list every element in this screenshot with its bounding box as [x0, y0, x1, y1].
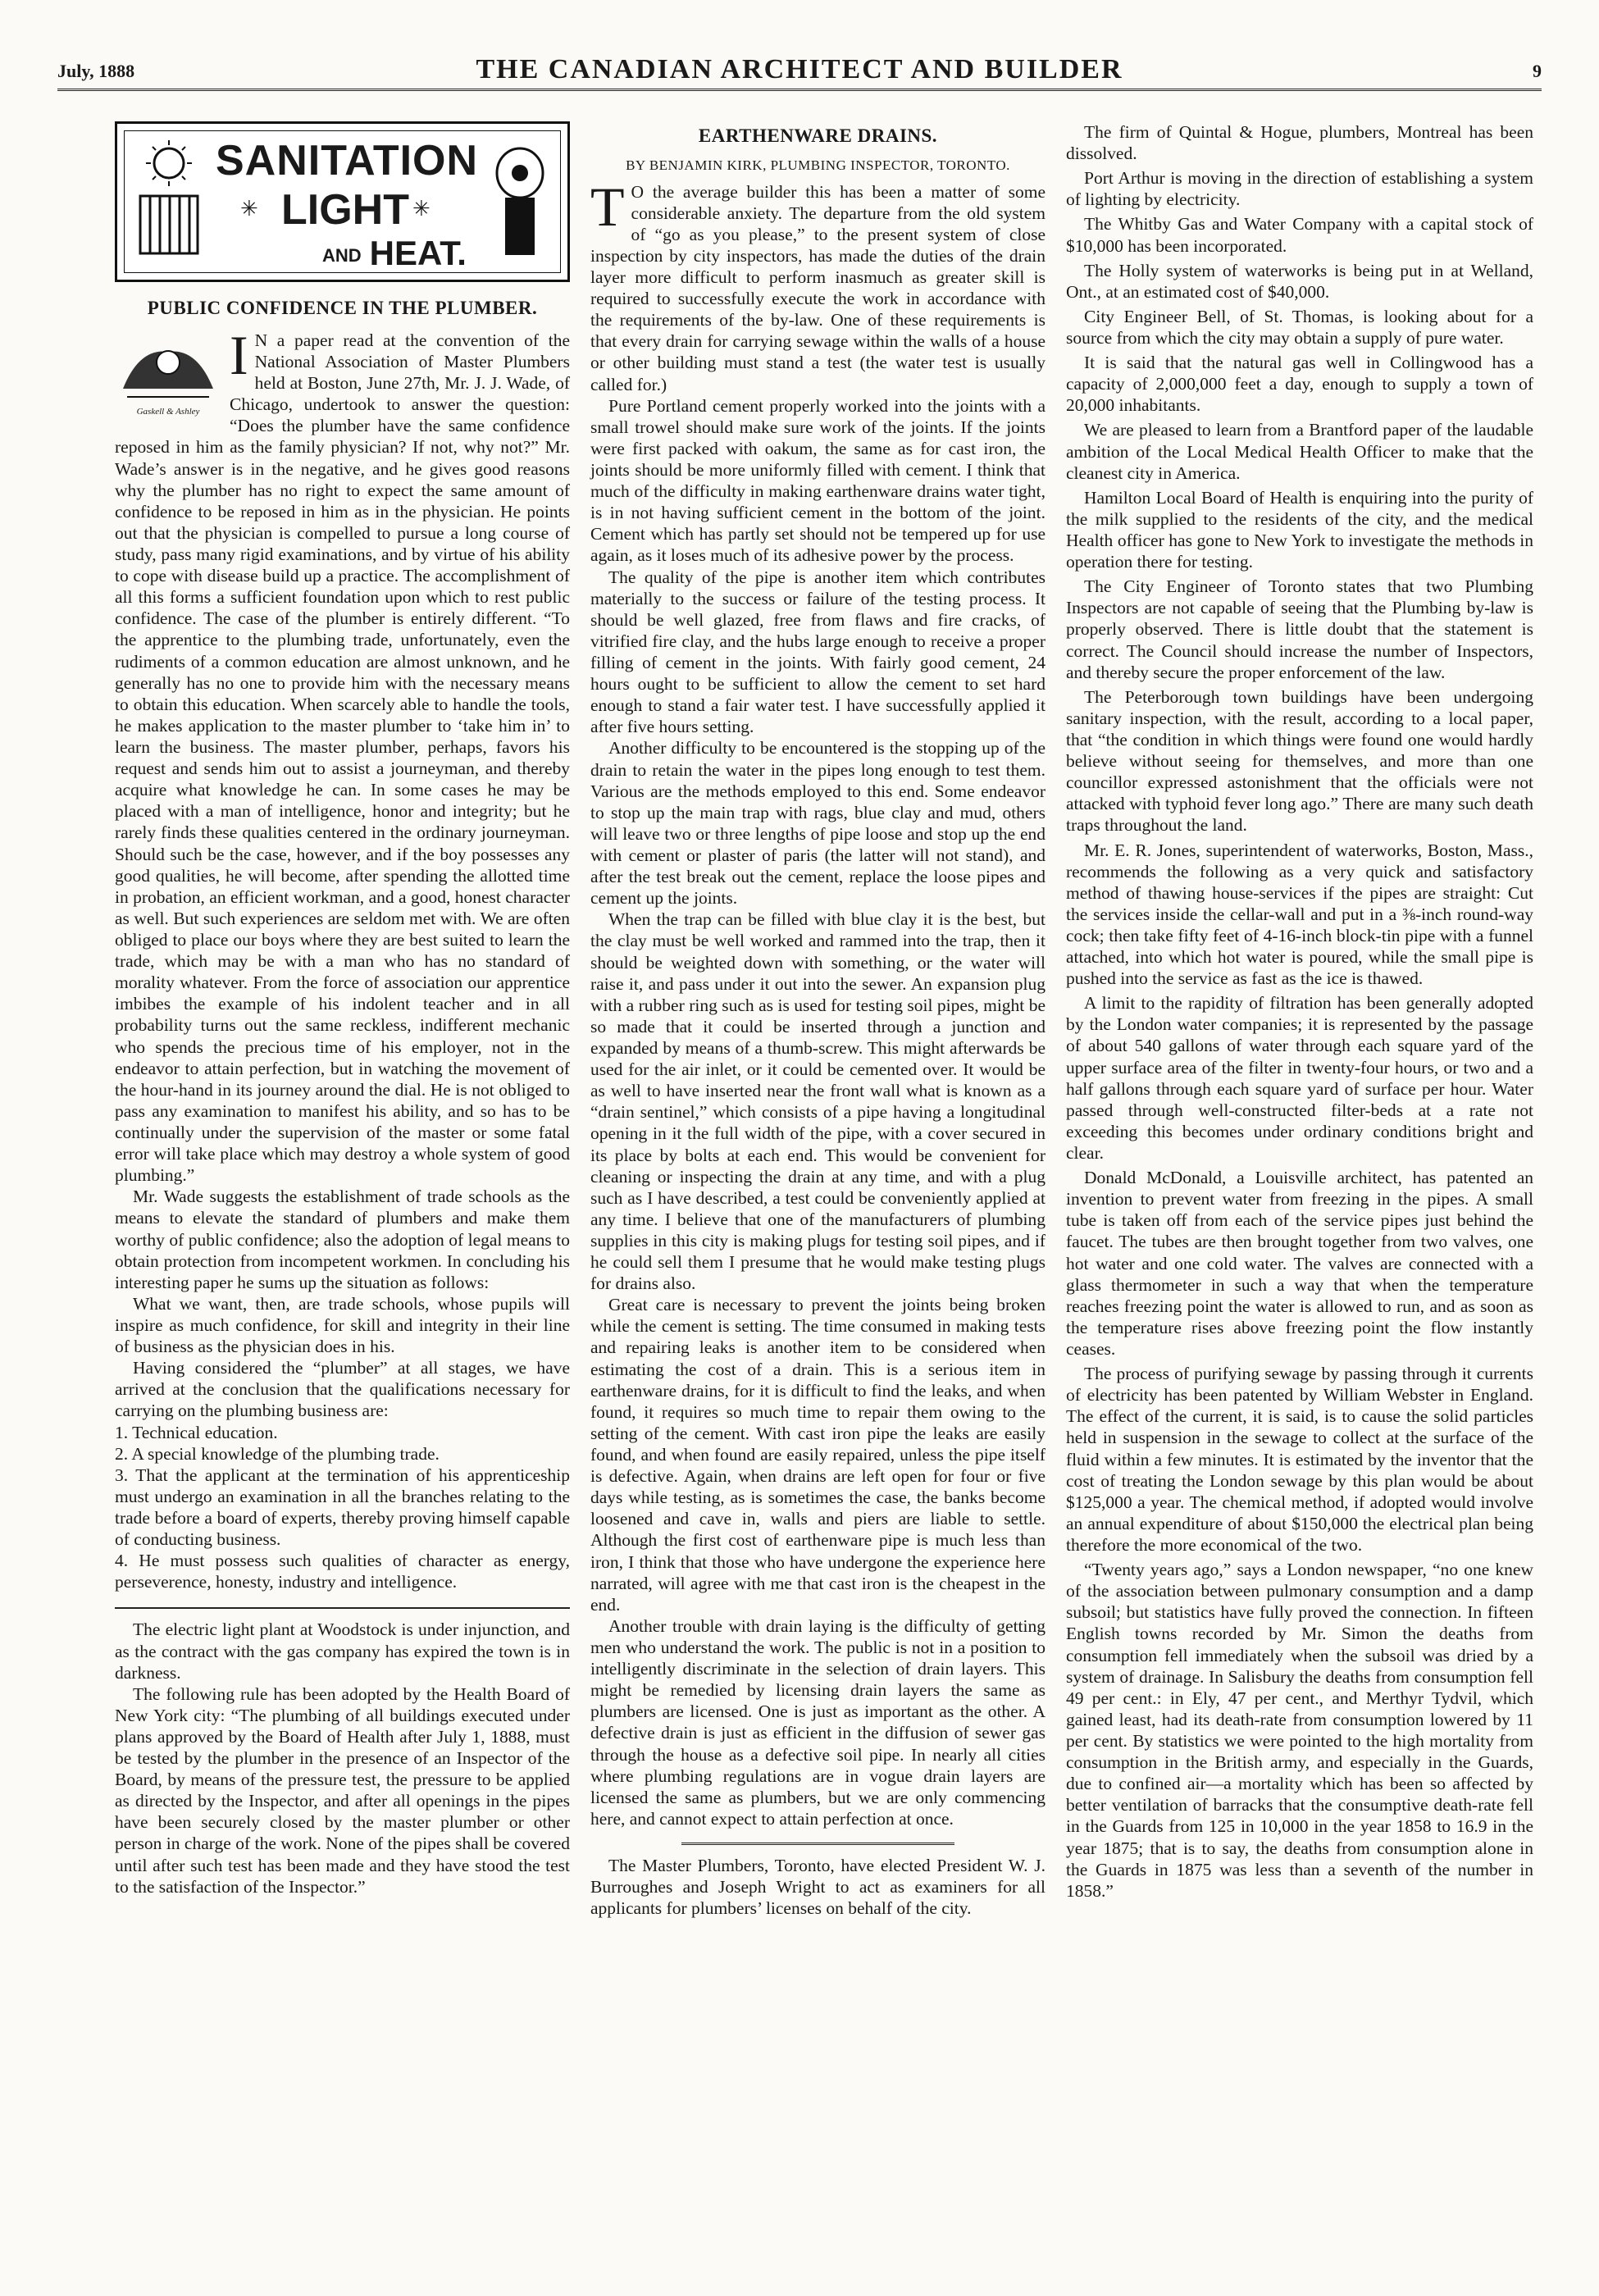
paragraph: The quality of the pipe is another item which contributes materially to the success or failure of the testing process. It should be well glazed, free from flaws and fire cracks, of vitrified fire clay, and the hubs large enough to receive a proper filling of cement in the joints. With fairly good cement, 24 hours ought to be sufficient to allow the cement to set hard enough to stand a fair water test. I have successfully applied it after five hours setting. — [590, 567, 1046, 737]
paragraph: Having considered the “plumber” at all stages, we have arrived at the conclusion that the qualifications necessary for carrying on the plumbing business are: — [115, 1358, 570, 1421]
banner-sanitation: SANITATION — [216, 137, 479, 184]
column-2 — [590, 121, 1046, 1919]
issue-date: July, 1888 — [57, 61, 135, 81]
paragraph: “Twenty years ago,” says a London newspaper, “no one knew of the association between pulmonary consumption and a damp subsoil; but statistics have fully proved the connection. In fifteen English towns recorded by Mr. Simon the deaths from consumption fell immediately when the subsoil was dried by a system of drainage. In Salisbury the deaths from consumption fell 49 per cent.: in Ely, 47 per cent., and Merthyr Tydvil, which gained least, had its death-rate from consumption lowered by 11 per cent. By statistics we were pointed to the high mortality from consumption in the British army, and especially in the Guards, due to confined air—a mortality which has been so affected by better ventilation of barracks that the consumptive death-rate fell in the Guards from 125 in 10,000 in the year 1858 to 16.9 in the year 1875; that is to say, the deaths from consumption alone in the Guards in 1875 was less than a seventh of the number in 1858.” — [1066, 1560, 1533, 1901]
paragraph: Mr. Wade suggests the establishment of trade schools as the means to elevate the standard of plumbers and make them worthy of public confidence; also the adoption of legal means to obtain protection from incompetent workmen. In concluding his interesting paper he sums up the situation as follows: — [115, 1187, 570, 1292]
divider — [115, 1607, 570, 1609]
paragraph: O the average builder this has been a matter of some considerable anxiety. The departure from the old system of “go as you please,” to the present system of close inspection by city inspectors, has made the duties of the drain layer more difficult to perform inasmuch as greater skill is required to successfully execute the work in accordance with the requirements of the by-law. One of these requirements is that every drain for carrying sewage within the walls of a house or other building must stand a test (the water test is usually called for.) — [590, 181, 1046, 394]
running-header — [57, 46, 1542, 91]
paragraph: The Whitby Gas and Water Company with a capital stock of $10,000 has been incorporated. — [1066, 214, 1533, 256]
column-3 — [1066, 121, 1533, 1905]
paragraph: The process of purifying sewage by passing through it currents of electricity has been patented by William Webster in England. The effect of the current, it is said, is to cause the solid particles held in suspension in the sewage to collect at the surface of the fluid within a few minutes. It is estimated by the inventor that the cost of treating the London sewage by this plan would be about $125,000 a year. The chemical method, if adopted would involve an annual expenditure of about $150,000 the electrical plan being therefore the more economical of the two. — [1066, 1364, 1533, 1555]
page-number: 9 — [1533, 61, 1542, 81]
paragraph: A limit to the rapidity of filtration has been generally adopted by the London water companies; it is represented by the passage of about 540 gallons of water through each square yard of the upper surface area of the filter in twenty-four hours, or two and a half gallons through each square yard of surface per hour. Water passed through well-constructed filter-beds at a rate not exceeding this becomes under ordinary conditions bright and clear. — [1066, 993, 1533, 1164]
banner-light: LIGHT — [281, 186, 409, 234]
star-icon: ✳ — [412, 197, 430, 221]
paragraph: Hamilton Local Board of Health is enquiring into the purity of the milk supplied to the residents of the city, and the medical Health officer has gone to New York to investigate the methods in operation there for testing. — [1066, 487, 1533, 572]
boiler-icon — [487, 140, 553, 263]
column-1 — [115, 121, 570, 1897]
paragraph: Port Arthur is moving in the direction of establishing a system of lighting by electricity. — [1066, 168, 1533, 210]
paragraph: City Engineer Bell, of St. Thomas, is looking about for a source from which the city may obtain a supply of pure water. — [1066, 306, 1533, 348]
star-icon: ✳ — [240, 197, 258, 221]
paragraph: The firm of Quintal & Hogue, plumbers, Montreal has been dissolved. — [1066, 122, 1533, 164]
illustration — [115, 331, 221, 420]
paragraph: Donald McDonald, a Louisville architect, has patented an invention to prevent water from freezing in the pipes. A small tube is taken off from each of the service pipes just behind the faucet. The tubes are then brought together from two valves, one hot water and one cold water. The valves are connected with a glass thermometer in such a way that when the temperature reaches freezing point the water is allowed to run, and as soon as the temperature rises above freezing point the flow instantly ceases. — [1066, 1168, 1533, 1360]
illustration-caption: Gaskell & Ashley — [136, 406, 200, 417]
dropcap: T — [590, 175, 625, 238]
paragraph: Great care is necessary to prevent the joints being broken while the cement is setting. The time consumed in making tests and repairing leaks is another item to be considered when estimating the cost of a drain. This is a serious item in earthenware drains, for it is difficult to find the leaks, and when found, it requires so much time to repair them owing to the setting of the cement. With cast iron pipe the leaks are easily found, and when found are easily repaired, unless the pipe itself is defective. Again, when drains are left open for four or five days while testing, as is sometimes the case, the banks become loosened and cave in, walls and piers are liable to settle. Although the first cost of earthenware pipe is much less than iron, I think that those who have undergone the experience here narrated, will agree with me that cast iron is the cheapest in the end. — [590, 1295, 1046, 1615]
paragraph: We are pleased to learn from a Brantford paper of the laudable ambition of the Local Medical Health Officer to make that the cleanest city in America. — [1066, 420, 1533, 483]
paragraph: The following rule has been adopted by the Health Board of New York city: “The plumbing of all buildings executed under plans approved by the Board of Health after July 1, 1888, must be tested by the plumber in the presence of an Inspector of the Board, by means of the pressure test, the pressure to be applied as directed by the Inspector, and after all openings in the pipes have been securely closed by the master plumber or other person in charge of the work. None of the pipes shall be covered until after such test has been made and they have stood the test to the satisfaction of the Inspector.” — [115, 1683, 570, 1897]
article-heading: EARTHENWARE DRAINS. — [698, 125, 938, 146]
paragraph: The Master Plumbers, Toronto, have elected President W. J. Burroughes and Joseph Wright to act as examiners for all applicants for plumbers’ licenses on behalf of the city. — [590, 1856, 1046, 1919]
plumber-figure-icon — [115, 331, 221, 407]
divider — [681, 1843, 954, 1845]
list-item: 3. That the applicant at the termination of his apprenticeship must undergo an examination in all the branches relating to the trade before a board of experts, thereby proving himself capable of conducting business. — [115, 1465, 570, 1550]
banner-and-heat: AND HEAT. — [322, 234, 467, 272]
paragraph: Mr. E. R. Jones, superintendent of waterworks, Boston, Mass., recommends the following as a very quick and satisfactory method of thawing house-services if the pipes are straight: Cut the services inside the cellar-wall and put in a ⅜-inch round-way cock; then take fifty feet of 4-16-inch block-tin pipe with a funnel attached, into which hot water is poured, while the small pipe is pushed into the service as fast as the ice is thawed. — [1066, 840, 1533, 989]
paragraph: It is said that the natural gas well in Collingwood has a capacity of 2,000,000 feet a day, enough to supply a town of 20,000 inhabitants. — [1066, 353, 1533, 416]
paragraph: What we want, then, are trade schools, whose pupils will inspire as much confidence, for skill and integrity in their line of business as the physician does in his. — [115, 1293, 570, 1357]
list-item: 4. He must possess such qualities of character as energy, perseverence, honesty, industry and intelligence. — [115, 1551, 570, 1592]
paragraph: When the trap can be filled with blue clay it is the best, but the clay must be well worked and rammed into the trap, then it should be weighted down with something, or the water will raise it, and pass under it out into the sewer. An expansion plug with a rubber ring such as is used for testing soil pipes, might be so made that it could be inserted through a junction and expanded by means of a thumb-screw. This might afterwards be used for the air inlet, or it could be cemented over. It would be as well to have inserted near the front wall what is known as a “drain sentinel,” which consists of a pipe having a longitudinal opening in it the full width of the pipe, with a cover secured in its place by bolts at each end. This would be convenient for cleaning or inspecting the drain at any time, and with a plug such as I have described, a test could be conveniently applied at any time. I believe that one of the manufacturers of plumbing supplies in this city is making plugs for testing soil pipes, and if he could sell them I presume that he would make testing plugs for drains also. — [590, 909, 1046, 1294]
paragraph: N a paper read at the convention of the National Association of Master Plumbers held at Boston, June 27th, Mr. J. J. Wade, of Chicago, undertook to answer the question: “Does the plumber have the same confidence reposed in him as the family physician? If not, why not?” Mr. Wade’s answer is in the negative, and he gives good reasons why the plumber has no right to expect the same amount of confidence to be reposed in him as in the physician. He points out that the physician is compelled to pursue a long course of study, pass many rigid examinations, and by virtue of his ability to cope with disease build up a practice. The accomplishment of all this forms a sufficient foundation upon which to rest public confidence. The case of the plumber is entirely different. “To the apprentice to the plumbing trade, unfortunately, even the rudiments of a common education are almost unknown, and he generally has no one to provide him with the necessary means to obtain this education. When scarcely able to handle the tools, he makes application to the master plumber to ‘take him in’ to learn the business. The master plumber, perhaps, favors his request and sends him out to assist a journeyman, and thereby acquire what knowledge he can. In some cases he may be placed with a man of intelligence, honor and integrity; but he rarely finds these qualities centered in the ordinary journeyman. Should such be the case, however, and if the boy possesses any good qualities, he will become, after spending the allotted time in probation, an efficient workman, and a good, honest character as well. But such experiences are seldom met with. We are often obliged to place our boys where they are best suited to learn the trade, which may be with a man who has no standard of morality whatever. From the force of association our apprentice imbibes the example of his indolent teacher and in all probability turns out the same reckless, indifferent mechanic who spends the precious time of his employer, not in the endeavor to attain perfection, but in watching the movement of the hour-hand in its journey around the dial. He is not obliged to pass any examination to manifest his ability, and so has to be continually under the supervision of the master or some fatal error will take place which may destroy a whole system of good plumbing.” — [115, 330, 570, 1186]
paragraph: The City Engineer of Toronto states that two Plumbing Inspectors are not capable of seeing that the Plumbing by-law is properly observed. There is little doubt that the statement is correct. The Council should increase the number of Inspectors, and thereby secure the proper enforcement of the law. — [1066, 576, 1533, 682]
paragraph: The electric light plant at Woodstock is under injunction, and as the contract with the gas company has expired the town is in darkness. — [115, 1620, 570, 1683]
list-item: 2. A special knowledge of the plumbing trade. — [115, 1443, 440, 1464]
paragraph: Another difficulty to be encountered is the stopping up of the drain to retain the water in the pipes long enough to test them. Various are the methods employed to this end. Some endeavor to stop up the main trap with rags, blue clay and mud, others will leave two or three lengths of pipe loose and stop up the end with cement or plaster of paris (the latter will not stand), and after the test break out the cement, replace the loose pipes and cement up the joints. — [590, 738, 1046, 909]
article-heading: PUBLIC CONFIDENCE IN THE PLUMBER. — [147, 298, 538, 318]
byline: BY BENJAMIN KIRK, PLUMBING INSPECTOR, TORONTO. — [626, 157, 1010, 173]
publication-title: THE CANADIAN ARCHITECT AND BUILDER — [476, 54, 1123, 84]
paragraph: The Peterborough town buildings have been undergoing sanitary inspection, with the result, according to a local paper, that “the condition in which things were found one would hardly believe without seeing for themselves, and more than one councillor expressed astonishment that the officials were not attacked with typhoid fever long ago.” There are many such death traps throughout the land. — [1066, 686, 1533, 836]
section-banner — [115, 121, 570, 282]
paragraph: Pure Portland cement properly worked into the joints with a small trowel should make sure work of the joints. If the joints were first packed with oakum, the same as for cast iron, the joints should be more uniformly filled with cement. I think that much of the difficulty in making earthenware drains water tight, is in not having sufficient cement in the bottom of the joint. Cement which has partly set should not be tempered up for use again, as it loses much of its adhesive power by the process. — [590, 395, 1046, 566]
paragraph: The Holly system of waterworks is being put in at Welland, Ont., at an estimated cost of $40,000. — [1066, 260, 1533, 302]
dropcap: I — [230, 323, 248, 386]
lamp-icon — [132, 139, 206, 262]
list-item: 1. Technical education. — [115, 1422, 278, 1442]
paragraph: Another trouble with drain laying is the difficulty of getting men who understand the work. The public is not in a position to intelligently discriminate in the selection of drain layers. This might be remedied by licensing drain layers the same as plumbers are licensed. One is just as important as the other. A defective drain is just as efficient in the diffusion of sewer gas through the house as a defective soil pipe. In nearly all cities where plumbing regulations are in vogue drain layers are licensed the same as plumbers, but we are only commencing here, and cannot expect to attain perfection at once. — [590, 1615, 1046, 1829]
